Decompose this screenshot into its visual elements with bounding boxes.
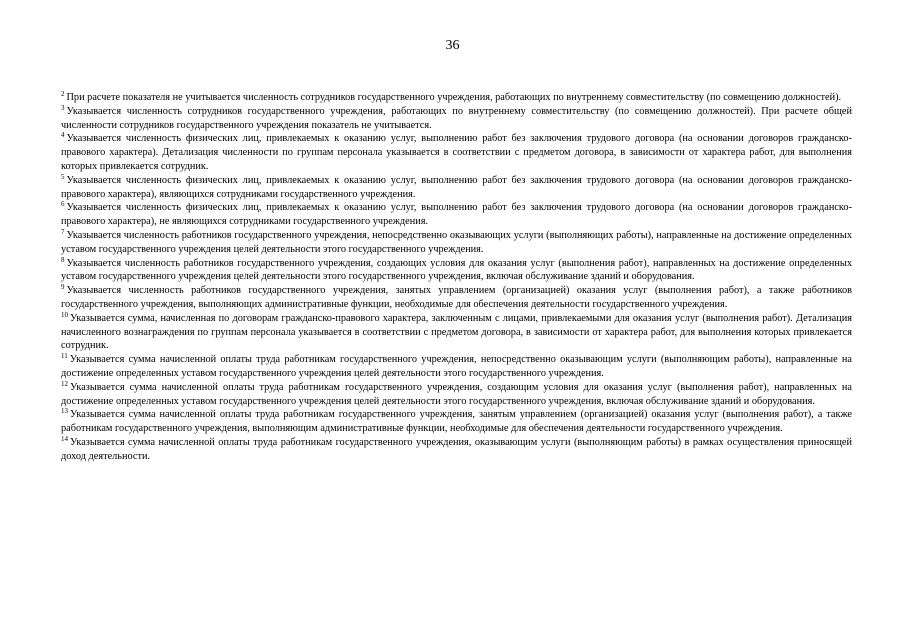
footnote-2 — [61, 91, 852, 105]
footnote-mark: 7 — [61, 227, 65, 236]
page-number: 36 — [445, 38, 460, 53]
footnote-mark: 6 — [61, 200, 65, 209]
footnote-14 — [61, 436, 852, 464]
footnote-mark: 4 — [61, 131, 65, 140]
footnote-mark: 9 — [61, 283, 65, 292]
footnote-12 — [61, 381, 852, 409]
footnote-text: Указывается численность физических лиц, привлекаемых к оказанию услуг, выполнению работ без заключения трудового договора (на основании договоров гражданско-правового характера), не являющихся сотрудниками государственного учреждения. — [61, 202, 852, 228]
footnote-mark: 2 — [61, 90, 65, 98]
footnote-mark: 5 — [61, 172, 65, 181]
footnote-8 — [61, 257, 852, 285]
footnote-mark: 8 — [61, 255, 65, 264]
footnote-mark: 13 — [61, 407, 68, 416]
footnote-mark: 12 — [61, 379, 68, 388]
footnote-text: Указывается сумма начисленной оплаты труда работникам государственного учреждения, оказывающим услуги (выполняющим работы) в рамках осуществления приносящей доход деятельности. — [61, 436, 852, 462]
footnote-3 — [61, 105, 852, 133]
footnote-text: Указывается сумма начисленной оплаты труда работникам государственного учреждения, непосредственно оказывающим услуги (выполняющим работы), направленные на достижение определенных уставом государственного учреждения целей деятельности этого государственного учреждения. — [61, 354, 852, 379]
footnote-10 — [61, 312, 852, 353]
footnote-mark: 10 — [61, 310, 68, 319]
footnote-text: Указывается сумма начисленной оплаты труда работникам государственного учреждения, создающим условия для оказания услуг (выполнения работ), направленных на достижение определенных уставом государственного учреждения целей деятельности этого государственного учреждения, включая обслуживание зданий и оборудования. — [61, 381, 852, 407]
footnote-6 — [61, 201, 852, 229]
footnote-4 — [61, 132, 852, 173]
footnote-11 — [61, 353, 852, 381]
footnote-text: Указывается численность работников государственного учреждения, занятых управлением (организацией) оказания услуг (выполнения работ), а также работников государственного учреждения, выполняющих административные функции, необходимые для обеспечения деятельности государственного учреждения. — [61, 285, 852, 310]
footnote-text: Указывается сумма начисленной оплаты труда работникам государственного учреждения, занятым управлением (организацией) оказания услуг (выполнения работ), а также работникам государственного учреждения, выполняющим административные функции, необходимые для обеспечения деятельности государственного учреждения. — [61, 409, 852, 435]
footnote-text: Указывается сумма, начисленная по договорам гражданско-правового характера, заключенным с лицами, привлекаемыми для оказания услуг (выполнения работ). Детализация начисленного вознаграждения по группам персонала указывается в соответствии с предметом договора, в зависимости от характера работ, для выполнения которых привлекается сотрудник. — [61, 312, 852, 352]
footnote-text: При расчете показателя не учитывается численность сотрудников государственного учреждения, работающих по внутреннему совместительству (по совмещению должностей). — [66, 92, 842, 103]
footnote-text: Указывается численность физических лиц, привлекаемых к оказанию услуг, выполнению работ без заключения трудового договора (на основании договоров гражданско-правового характера). Детализация численности по группам персонала указывается в соответствии с предметом договора, в зависимости от характера работ, для выполнения которых привлекается сотрудник. — [61, 133, 852, 172]
footnotes-section — [61, 91, 852, 464]
footnote-mark: 14 — [61, 434, 68, 443]
footnote-5 — [61, 174, 852, 202]
footnote-9 — [61, 284, 852, 312]
footnote-text: Указывается численность работников государственного учреждения, непосредственно оказывающих услуги (выполняющих работы), направленные на достижение определенных уставом государственного учреждения целей деятельности этого государственного учреждения. — [61, 229, 852, 255]
footnote-text: Указывается численность работников государственного учреждения, создающих условия для оказания услуг (выполнения работ), направленных на достижение определенных уставом государственного учреждения целей деятельности этого государственного учреждения, включая обслуживание зданий и оборудования. — [61, 257, 852, 283]
footnote-text: Указывается численность сотрудников государственного учреждения, работающих по внутреннему совместительству (по совмещению должностей). При расчете общей численности сотрудников государственного учреждения показатель не учитывается. — [61, 105, 852, 131]
footnote-7 — [61, 229, 852, 257]
footnote-text: Указывается численность физических лиц, привлекаемых к оказанию услуг, выполнению работ без заключения трудового договора (на основании договоров гражданско-правового характера), являющихся сотрудниками государственного учреждения. — [61, 174, 852, 200]
footnote-13 — [61, 408, 852, 436]
footnote-mark: 11 — [61, 352, 68, 361]
footnote-mark: 3 — [61, 103, 65, 112]
